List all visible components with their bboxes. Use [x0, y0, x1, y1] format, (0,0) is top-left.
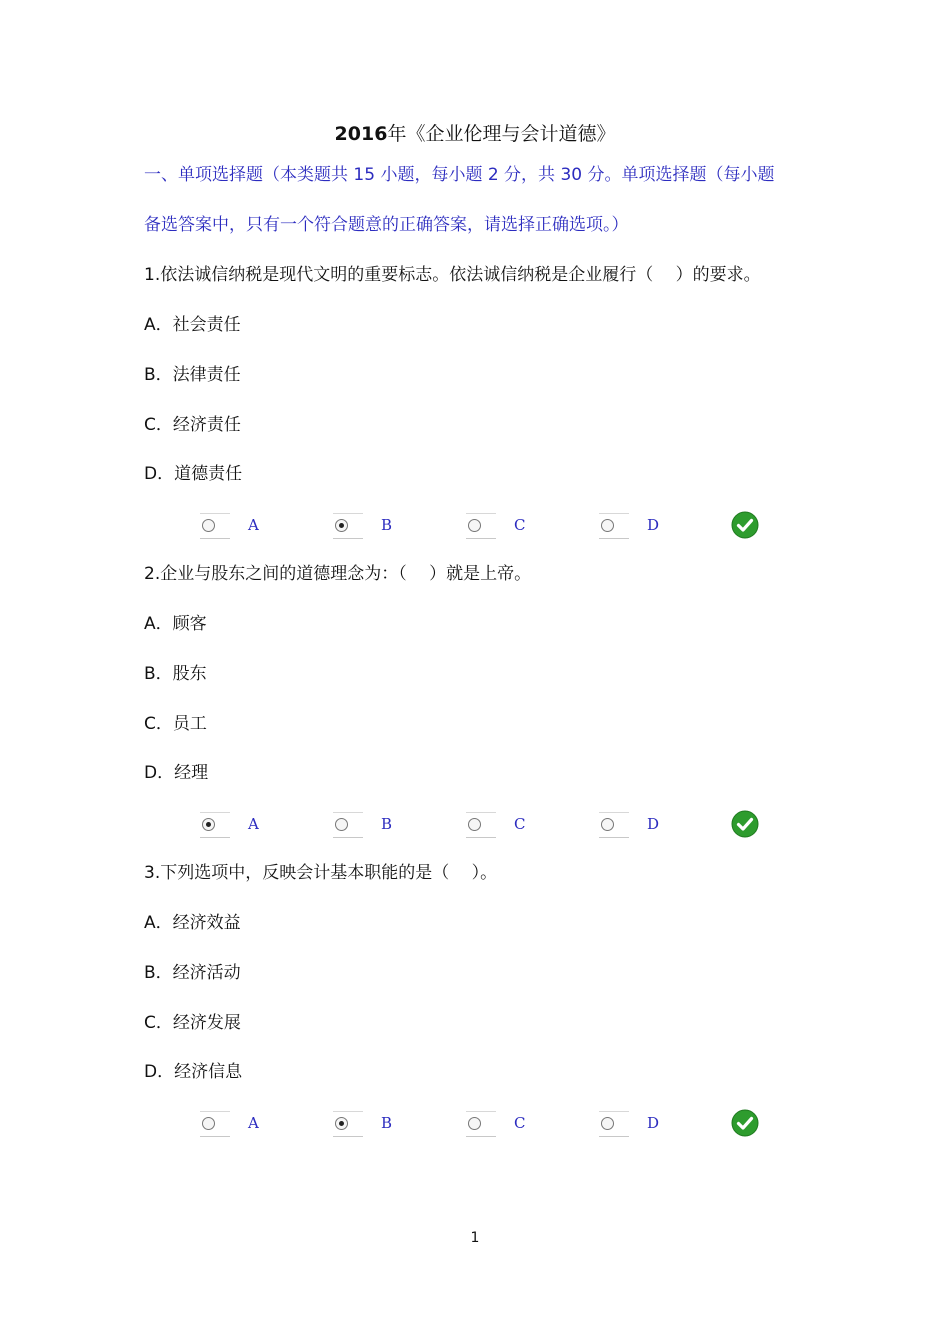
question-2-text: 2.企业与股东之间的道德理念为：（ ）就是上帝。: [144, 564, 532, 584]
question-2-option-b: B．股东: [144, 664, 207, 684]
question-1-option-c: C．经济责任: [144, 415, 241, 435]
question-3-option-a: A．经济效益: [144, 913, 241, 933]
question-1-option-a: A．社会责任: [144, 315, 241, 335]
question-3-radio-a[interactable]: [200, 1111, 230, 1137]
title-text: 年《企业伦理与会计道德》: [387, 123, 616, 145]
question-1-letter-a: A: [248, 516, 259, 534]
question-3-option-b: B．经济活动: [144, 963, 241, 983]
question-1-radio-c[interactable]: [466, 513, 496, 539]
question-1-letter-d: D: [647, 516, 660, 534]
question-2-option-d: D．经理: [144, 763, 209, 783]
question-3-letter-b: B: [381, 1114, 393, 1132]
section-heading-line-1: 一、单项选择题（本类题共 15 小题，每小题 2 分，共 30 分。单项选择题（每小题: [144, 165, 775, 185]
title-year: 2016: [334, 123, 388, 145]
question-2-answer-row: [0, 810, 950, 842]
question-3-option-c: C．经济发展: [144, 1013, 241, 1033]
question-2-option-c: C．员工: [144, 714, 207, 734]
question-3-text: 3.下列选项中，反映会计基本职能的是（ ）。: [144, 863, 498, 883]
question-3-option-d: D．经济信息: [144, 1062, 243, 1082]
question-3-radio-c[interactable]: [466, 1111, 496, 1137]
question-3-answer-row: [0, 1109, 950, 1141]
question-2-letter-b: B: [381, 815, 393, 833]
question-2-letter-a: A: [248, 815, 259, 833]
question-1-option-b: B．法律责任: [144, 365, 241, 385]
document-title: [0, 121, 950, 147]
question-1-letter-c: C: [514, 516, 526, 534]
check-circle-icon: [731, 1109, 759, 1137]
question-3-radio-b[interactable]: [333, 1111, 363, 1137]
question-2-letter-c: C: [514, 815, 526, 833]
question-1-option-d: D．道德责任: [144, 464, 243, 484]
question-1-letter-b: B: [381, 516, 393, 534]
question-3-letter-d: D: [647, 1114, 660, 1132]
question-1-answer-row: [0, 511, 950, 543]
question-1-text: 1.依法诚信纳税是现代文明的重要标志。依法诚信纳税是企业履行（ ）的要求。: [144, 265, 761, 285]
question-1-radio-b[interactable]: [333, 513, 363, 539]
question-2-letter-d: D: [647, 815, 660, 833]
check-circle-icon: [731, 810, 759, 838]
question-2-radio-d[interactable]: [599, 812, 629, 838]
question-2-radio-c[interactable]: [466, 812, 496, 838]
question-3-radio-d[interactable]: [599, 1111, 629, 1137]
question-3-letter-c: C: [514, 1114, 526, 1132]
check-circle-icon: [731, 511, 759, 539]
question-2-radio-a[interactable]: [200, 812, 230, 838]
question-3-letter-a: A: [248, 1114, 259, 1132]
page-number: 1: [470, 1230, 480, 1246]
question-1-radio-a[interactable]: [200, 513, 230, 539]
question-1-radio-d[interactable]: [599, 513, 629, 539]
question-2-radio-b[interactable]: [333, 812, 363, 838]
question-2-option-a: A．顾客: [144, 614, 207, 634]
section-heading-line-2: 备选答案中，只有一个符合题意的正确答案，请选择正确选项。）: [144, 215, 629, 235]
